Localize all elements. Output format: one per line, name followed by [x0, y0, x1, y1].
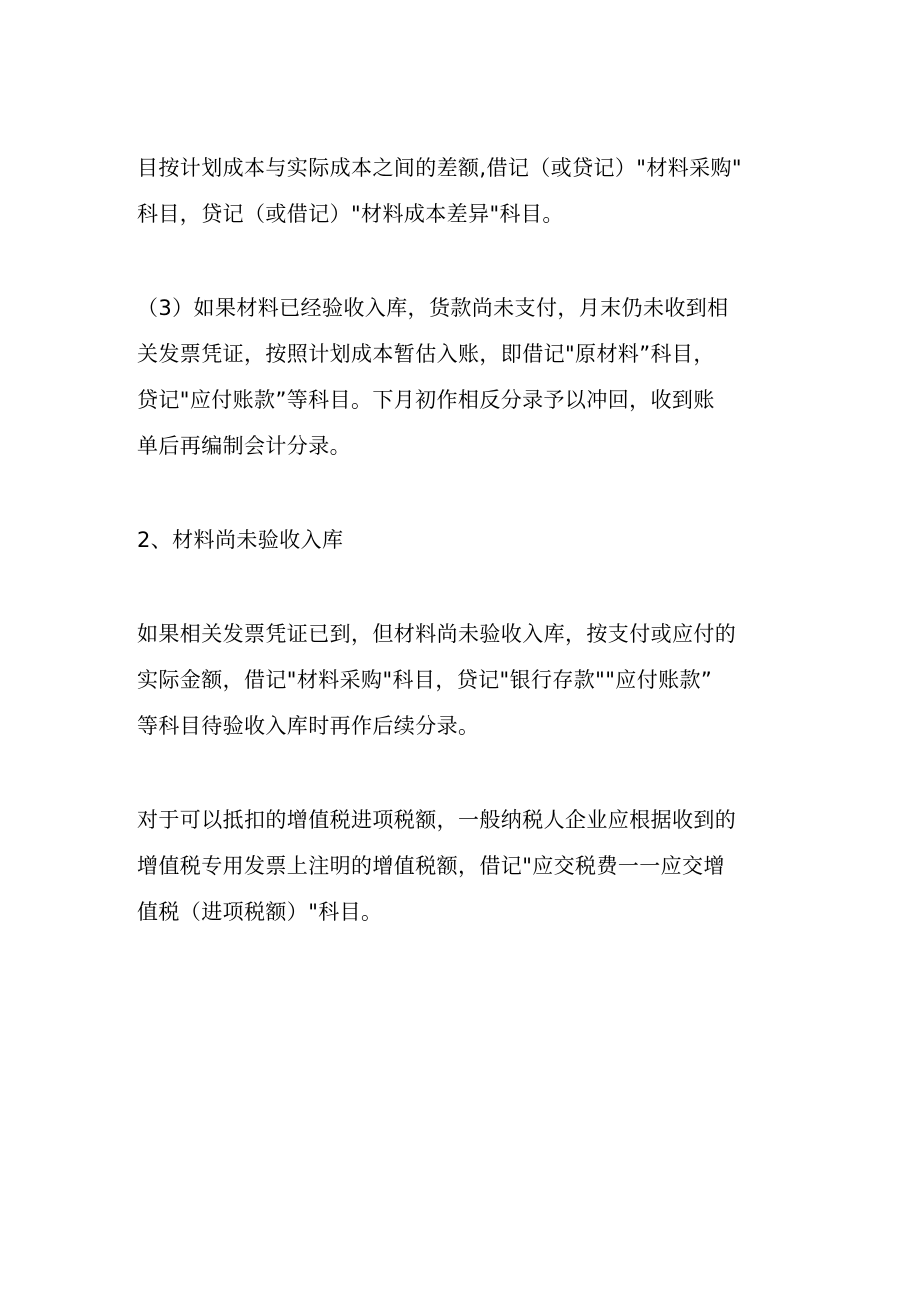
paragraph-1-line-2: 科目，贷记（或借记）"材料成本差异"科目。	[137, 202, 564, 226]
paragraph-4-line-3: 值税（进项税额）"科目。	[137, 900, 383, 924]
paragraph-spacer	[137, 469, 797, 517]
paragraph-2-line-4: 单后再编制会计分录。	[137, 434, 351, 458]
paragraph-4-line-1: 对于可以抵扣的增值税进项税额，一般纳税人企业应根据收到的	[137, 808, 737, 832]
paragraph-3-line-3: 等科目待验收入库时再作后续分录。	[137, 714, 480, 738]
paragraph-1	[137, 145, 797, 237]
paragraph-3	[137, 611, 797, 749]
paragraph-2-line-1: （3）如果材料已经验收入库，货款尚未支付，月末仍未收到相	[137, 296, 729, 320]
paragraph-2-line-3: 贷记"应付账款”等科目。下月初作相反分录予以冲回，收到账	[137, 388, 715, 412]
paragraph-2-line-2: 关发票凭证，按照计划成本暂估入账，即借记"原材料”科目，	[137, 342, 715, 366]
section-heading	[137, 517, 797, 563]
paragraph-3-line-1: 如果相关发票凭证已到，但材料尚未验收入库，按支付或应付的	[137, 622, 737, 646]
paragraph-4-line-2: 增值税专用发票上注明的增值税额，借记"应交税费一一应交增	[137, 854, 725, 878]
paragraph-spacer	[137, 237, 797, 285]
paragraph-4	[137, 797, 797, 935]
document-body	[137, 145, 797, 935]
paragraph-1-line-1: 目按计划成本与实际成本之间的差额,借记（或贷记）"材料采购"	[137, 156, 742, 180]
section-heading-text: 2、材料尚未验收入库	[137, 528, 344, 552]
paragraph-3-line-2: 实际金额，借记"材料采购"科目，贷记"银行存款""应付账款”	[137, 668, 713, 692]
paragraph-spacer	[137, 749, 797, 797]
paragraph-spacer	[137, 563, 797, 611]
paragraph-2	[137, 285, 797, 469]
